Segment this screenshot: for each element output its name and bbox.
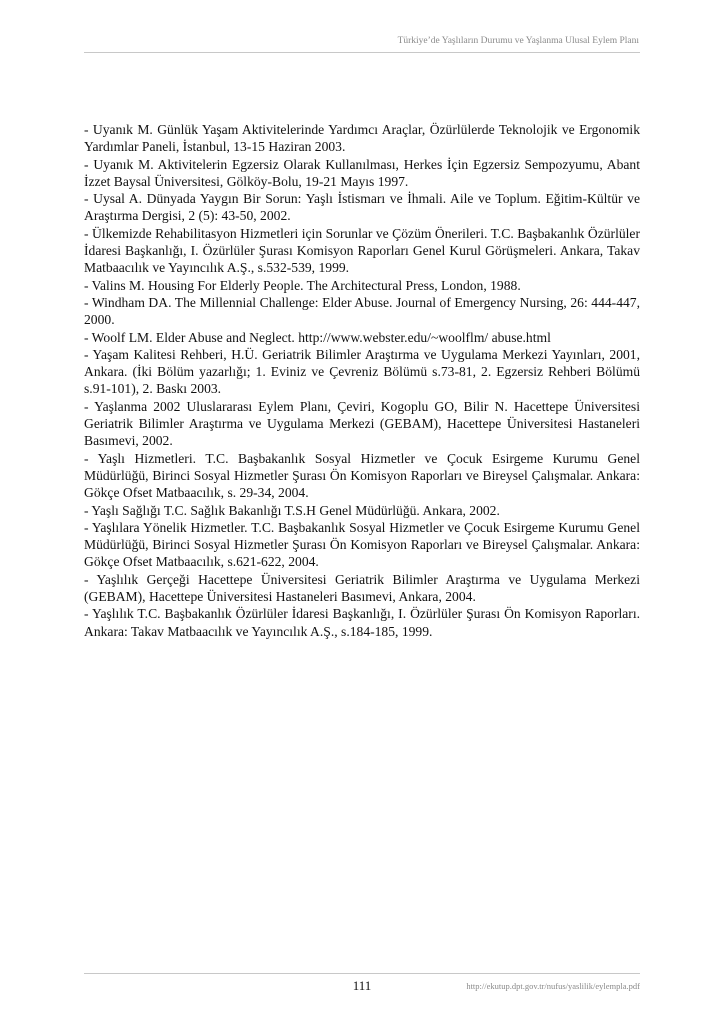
reference-item: - Yaşlılık T.C. Başbakanlık Özürlüler İdaresi Başkanlığı, I. Özürlüler Şurası Ön Komisyon Raporları. Ankara: Takav Matbaacılık ve Yayıncılık A.Ş., s.184-185, 1999. xyxy=(84,606,640,639)
reference-item: - Windham DA. The Millennial Challenge: Elder Abuse. Journal of Emergency Nursing, 26: 444-447, 2000. xyxy=(84,294,640,328)
reference-item: - Yaşlılara Yönelik Hizmetler. T.C. Başbakanlık Sosyal Hizmetler ve Çocuk Esirgeme Kurumu Genel Müdürlüğü, Birinci Sosyal Hizmetler Şurası Ön Komisyon Raporları ve Bireysel Çalışmalar. Ankara: Gökçe Ofset Matbaacılık, s.621-622, 2004. xyxy=(84,519,640,570)
reference-item: - Ülkemizde Rehabilitasyon Hizmetleri için Sorunlar ve Çözüm Önerileri. T.C. Başbakanlık Özürlüler İdaresi Başkanlığı, I. Özürlüler Şurası Komisyon Raporları Genel Kurul Görüşmeleri. Ankara, Takav Matbaacılık ve Yayıncılık A.Ş., s.532-539, 1999. xyxy=(84,225,640,276)
reference-item: - Valins M. Housing For Elderly People. The Architectural Press, London, 1988. xyxy=(84,277,521,293)
reference-item: - Uyanık M. Aktivitelerin Egzersiz Olarak Kullanılması, Herkes İçin Egzersiz Sempozyumu, Abant İzzet Baysal Üniversitesi, Gölköy-Bolu, 19-21 Mayıs 1997. xyxy=(84,156,640,189)
reference-item: - Woolf LM. Elder Abuse and Neglect. http://www.webster.edu/~woolflm/ abuse.html xyxy=(84,329,551,345)
reference-item: - Yaşlı Sağlığı T.C. Sağlık Bakanlığı T.S.H Genel Müdürlüğü. Ankara, 2002. xyxy=(84,502,500,518)
footer-divider xyxy=(84,973,640,974)
source-url: http://ekutup.dpt.gov.tr/nufus/yaslilik/eylempla.pdf xyxy=(466,981,640,991)
reference-item: - Yaşlı Hizmetleri. T.C. Başbakanlık Sosyal Hizmetler ve Çocuk Esirgeme Kurumu Genel Müdürlüğü, Birinci Sosyal Hizmetler Şurası Ön Komisyon Raporları ve Bireysel Çalışmalar. Ankara: Gökçe Ofset Matbaacılık, s. 29-34, 2004. xyxy=(84,450,640,501)
running-header: Türkiye’de Yaşlıların Durumu ve Yaşlanma Ulusal Eylem Planı xyxy=(397,36,639,46)
reference-item: - Yaşam Kalitesi Rehberi, H.Ü. Geriatrik Bilimler Araştırma ve Uygulama Merkezi Yayınları, 2001, Ankara. (İki Bölüm yazarlığı; 1. Eviniz ve Çevreniz Bölümü s.73-81, 2. Egzersiz Rehberi Bölümü s.91-101), 2. Baskı 2003. xyxy=(84,346,640,397)
reference-item: - Yaşlılık Gerçeği Hacettepe Üniversitesi Geriatrik Bilimler Araştırma ve Uygulama Merkezi (GEBAM), Hacettepe Üniversitesi Hastaneleri Basımevi, Ankara, 2004. xyxy=(84,571,640,605)
reference-item: - Uyanık M. Günlük Yaşam Aktivitelerinde Yardımcı Araçlar, Özürlülerde Teknolojik ve Ergonomik Yardımlar Paneli, İstanbul, 13-15 Haziran 2003. xyxy=(84,122,640,155)
reference-item: - Yaşlanma 2002 Uluslararası Eylem Planı, Çeviri, Kogoplu GO, Bilir N. Hacettepe Üniversitesi Geriatrik Bilimler Araştırma ve Uygulama Merkezi (GEBAM), Hacettepe Üniversitesi Hastaneleri Basımevi, 2002. xyxy=(84,398,640,449)
header-divider xyxy=(84,52,640,53)
reference-item: - Uysal A. Dünyada Yaygın Bir Sorun: Yaşlı İstismarı ve İhmali. Aile ve Toplum. Eğitim-Kültür ve Araştırma Dergisi, 2 (5): 43-50, 2002. xyxy=(84,191,640,224)
page-number: 111 xyxy=(352,978,372,993)
reference-list xyxy=(84,121,640,640)
